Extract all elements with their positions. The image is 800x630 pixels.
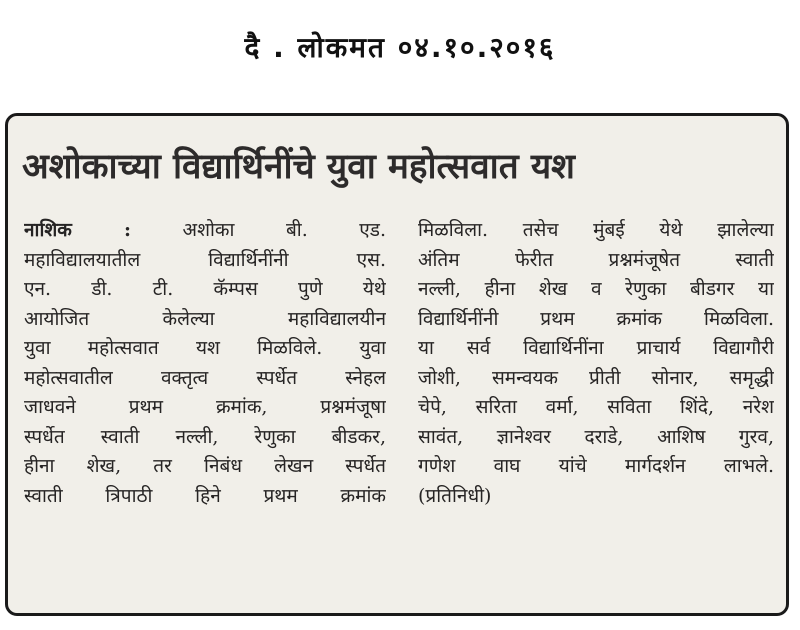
article-headline: अशोकाच्या विद्यार्थिनींचे युवा महोत्सवात यश (22, 147, 575, 187)
newspaper-clipping (5, 113, 789, 616)
article-place: नाशिक : (24, 219, 132, 241)
article-line: नल्ली, हीना शेख व रेणुका बीडगर या (418, 278, 774, 300)
newspaper-caption: दै . लोकमत ०४.१०.२०१६ (244, 31, 556, 64)
article-line: जोशी, समन्वयक प्रीती सोनार, समृद्धी (418, 366, 774, 389)
article-line: जाधवने प्रथम क्रमांक, प्रश्नमंजूषा (24, 396, 386, 418)
article-line: मिळविला. तसेच मुंबई येथे झालेल्या (418, 219, 774, 241)
article-line: एन. डी. टी. कॅम्पस पुणे येथे (24, 278, 386, 300)
article-line: स्वाती त्रिपाठी हिने प्रथम क्रमांक (24, 484, 386, 507)
article-line: हीना शेख, तर निबंध लेखन स्पर्धेत (24, 455, 386, 477)
article-line: युवा महोत्सवात यश मिळविले. युवा (24, 337, 386, 359)
article-line: महोत्सवातील वक्तृत्व स्पर्धेत स्नेहल (24, 366, 386, 389)
article-line: या सर्व विद्यार्थिनींना प्राचार्य विद्यागौरी (418, 337, 774, 359)
article-line: अंतिम फेरीत प्रश्नमंजूषेत स्वाती (418, 248, 774, 271)
article-byline: (प्रतिनिधी) (418, 484, 492, 507)
article-line: चेपे, सरिता वर्मा, सविता शिंदे, नरेश (418, 396, 774, 418)
article-column-right (418, 216, 774, 511)
article-column-left (24, 216, 386, 511)
article-line (24, 216, 386, 246)
article-line: गणेश वाघ यांचे मार्गदर्शन लाभले. (418, 455, 774, 477)
article-line: आयोजित केलेल्या महाविद्यालयीन (24, 307, 386, 330)
article-line: विद्यार्थिनींनी प्रथम क्रमांक मिळविला. (418, 307, 774, 330)
article-line: सावंत, ज्ञानेश्वर दराडे, आशिष गुरव, (418, 425, 774, 448)
article-line: स्पर्धेत स्वाती नल्ली, रेणुका बीडकर, (24, 425, 386, 448)
article-line: महाविद्यालयातील विद्यार्थिनींनी एस. (24, 248, 386, 271)
article-line-text: अशोका बी. एड. (182, 219, 386, 241)
